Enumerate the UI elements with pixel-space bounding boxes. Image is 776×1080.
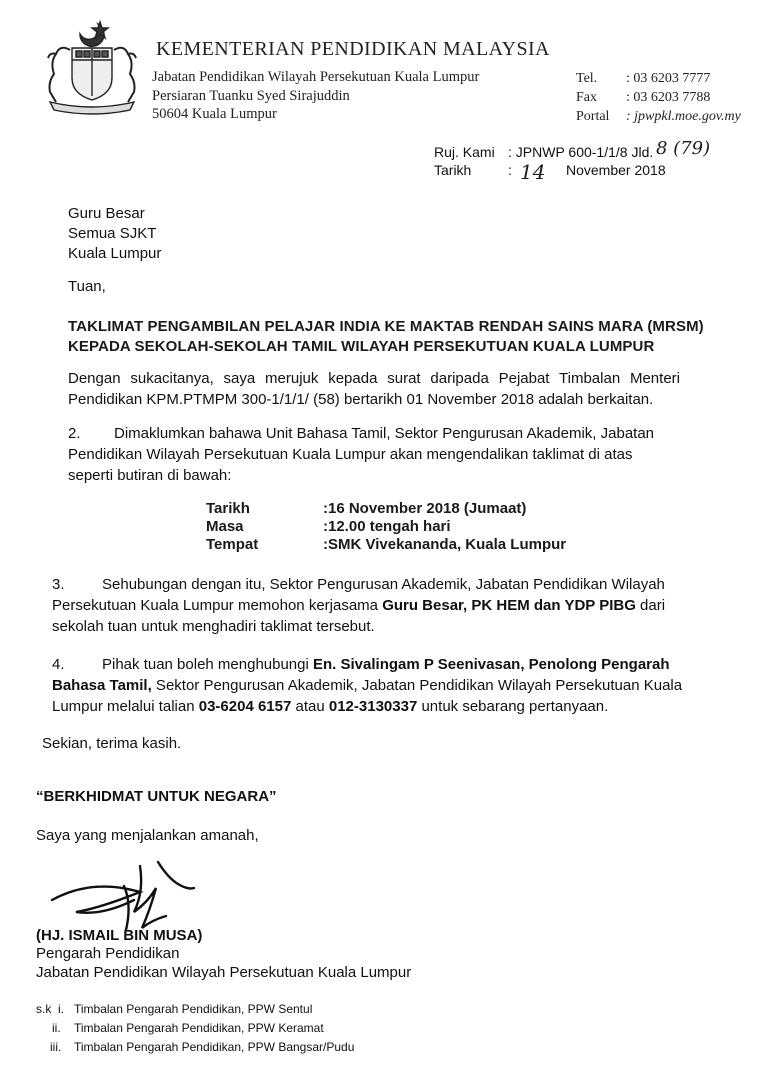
fax-label: Fax (576, 90, 597, 105)
tel-label: Tel. (576, 71, 598, 86)
paragraph-4-phone-2: 012-3130337 (328, 698, 418, 715)
trust-line: Saya yang menjalankan amanah, (36, 827, 259, 844)
cc-item-3-num: iii. (50, 1040, 62, 1054)
cc-item-2-text: Timbalan Pengarah Pendidikan, PPW Keramat (74, 1021, 324, 1035)
paragraph-3 (52, 574, 680, 637)
paragraph-4-text-c: atau (291, 698, 329, 715)
paragraph-3-text-b: dari sekolah tuan untuk menghadiri taklimat tersebut. (52, 597, 666, 635)
paragraph-3-text-a: Sehubungan dengan itu, Sektor Pengurusan Akademik, Jabatan Pendidikan Wilayah Persekutuan Kuala Lumpur memohon kerjasama (52, 576, 665, 614)
paragraph-4-phone-1: 03-6204 6157 (198, 698, 292, 715)
letter-title-line-2: KEPADA SEKOLAH-SEKOLAH TAMIL WILAYAH PERSEKUTUAN KUALA LUMPUR (68, 338, 655, 355)
ref-value: : JPNWP 600-1/1/8 Jld. (508, 144, 654, 160)
recipient-line-3: Kuala Lumpur (68, 245, 162, 262)
letter-title-line-1: TAKLIMAT PENGAMBILAN PELAJAR INDIA KE MAKTAB RENDAH SAINS MARA (MRSM) (68, 318, 704, 335)
paragraph-1: Dengan sukacitanya, saya merujuk kepada surat daripada Pejabat Timbalan Menteri Pendidikan KPM.PTMPM 300-1/1/1/ (58) bertarikh 01 November 2018 adalah berkaitan. (68, 370, 680, 408)
ref-handwritten: 8 (79) (656, 138, 711, 159)
closing-line: Sekian, terima kasih. (42, 735, 182, 752)
detail-value-venue: :SMK Vivekananda, Kuala Lumpur (323, 536, 567, 553)
paragraph-4-text-d: untuk sebarang pertanyaan. (417, 698, 609, 715)
coat-of-arms-logo (36, 18, 148, 118)
signer-name: (HJ. ISMAIL BIN MUSA) (36, 927, 203, 944)
detail-value-date: :16 November 2018 (Jumaat) (323, 500, 527, 517)
signer-department: Jabatan Pendidikan Wilayah Persekutuan Kuala Lumpur (36, 964, 412, 981)
cc-item-1-text: Timbalan Pengarah Pendidikan, PPW Sentul (74, 1002, 313, 1016)
date-label: Tarikh (434, 162, 472, 178)
cc-prefix: s.k (36, 1002, 52, 1016)
paragraph-2 (68, 423, 680, 486)
paragraph-3-number: 3. (52, 576, 65, 593)
paragraph-4-text-b: Sektor Pengurusan Akademik, Jabatan Pendidikan Wilayah Persekutuan Kuala Lumpur melalui talian (52, 677, 683, 715)
paragraph-4-text-a: Pihak tuan boleh menghubungi (102, 656, 313, 673)
paragraph-3-bold: Guru Besar, PK HEM dan YDP PIBG (382, 597, 636, 614)
date-colon: : (508, 162, 512, 178)
cc-item-3-text: Timbalan Pengarah Pendidikan, PPW Bangsar/Pudu (74, 1040, 355, 1054)
paragraph-2-text: Dimaklumkan bahawa Unit Bahasa Tamil, Sektor Pengurusan Akademik, Jabatan Pendidikan Wilayah Persekutuan Kuala Lumpur akan mengendalikan taklimat di atas seperti butiran di bawah: (68, 425, 655, 484)
address-line-3: 50604 Kuala Lumpur (152, 106, 277, 122)
date-handwritten: 14 (520, 160, 546, 184)
salutation: Tuan, (68, 278, 106, 295)
detail-label-venue: Tempat (206, 536, 259, 553)
address-line-1: Jabatan Pendidikan Wilayah Persekutuan Kuala Lumpur (152, 69, 480, 85)
paragraph-4 (52, 654, 684, 717)
detail-label-date: Tarikh (206, 500, 250, 517)
paragraph-2-number: 2. (68, 425, 81, 442)
ref-label: Ruj. Kami (434, 144, 495, 160)
motto: “BERKHIDMAT UNTUK NEGARA” (36, 788, 277, 805)
portal-value: : jpwpkl.moe.gov.my (626, 109, 741, 124)
recipient-line-1: Guru Besar (68, 205, 145, 222)
fax-value: : 03 6203 7788 (626, 90, 711, 105)
signer-title: Pengarah Pendidikan (36, 945, 180, 962)
paragraph-4-bold-name: En. Sivalingam P Seenivasan, Penolong Pengarah Bahasa Tamil, (52, 656, 670, 694)
portal-label: Portal (576, 109, 610, 124)
address-line-2: Persiaran Tuanku Syed Sirajuddin (152, 88, 350, 104)
recipient-line-2: Semua SJKT (68, 225, 157, 242)
detail-label-time: Masa (206, 518, 244, 535)
ministry-name: KEMENTERIAN PENDIDIKAN MALAYSIA (156, 38, 550, 60)
detail-value-time: :12.00 tengah hari (323, 518, 451, 535)
tel-value: : 03 6203 7777 (626, 71, 711, 86)
date-value: November 2018 (566, 162, 666, 178)
cc-item-2-num: ii. (52, 1021, 61, 1035)
paragraph-4-number: 4. (52, 656, 65, 673)
cc-item-1-num: i. (58, 1002, 64, 1016)
